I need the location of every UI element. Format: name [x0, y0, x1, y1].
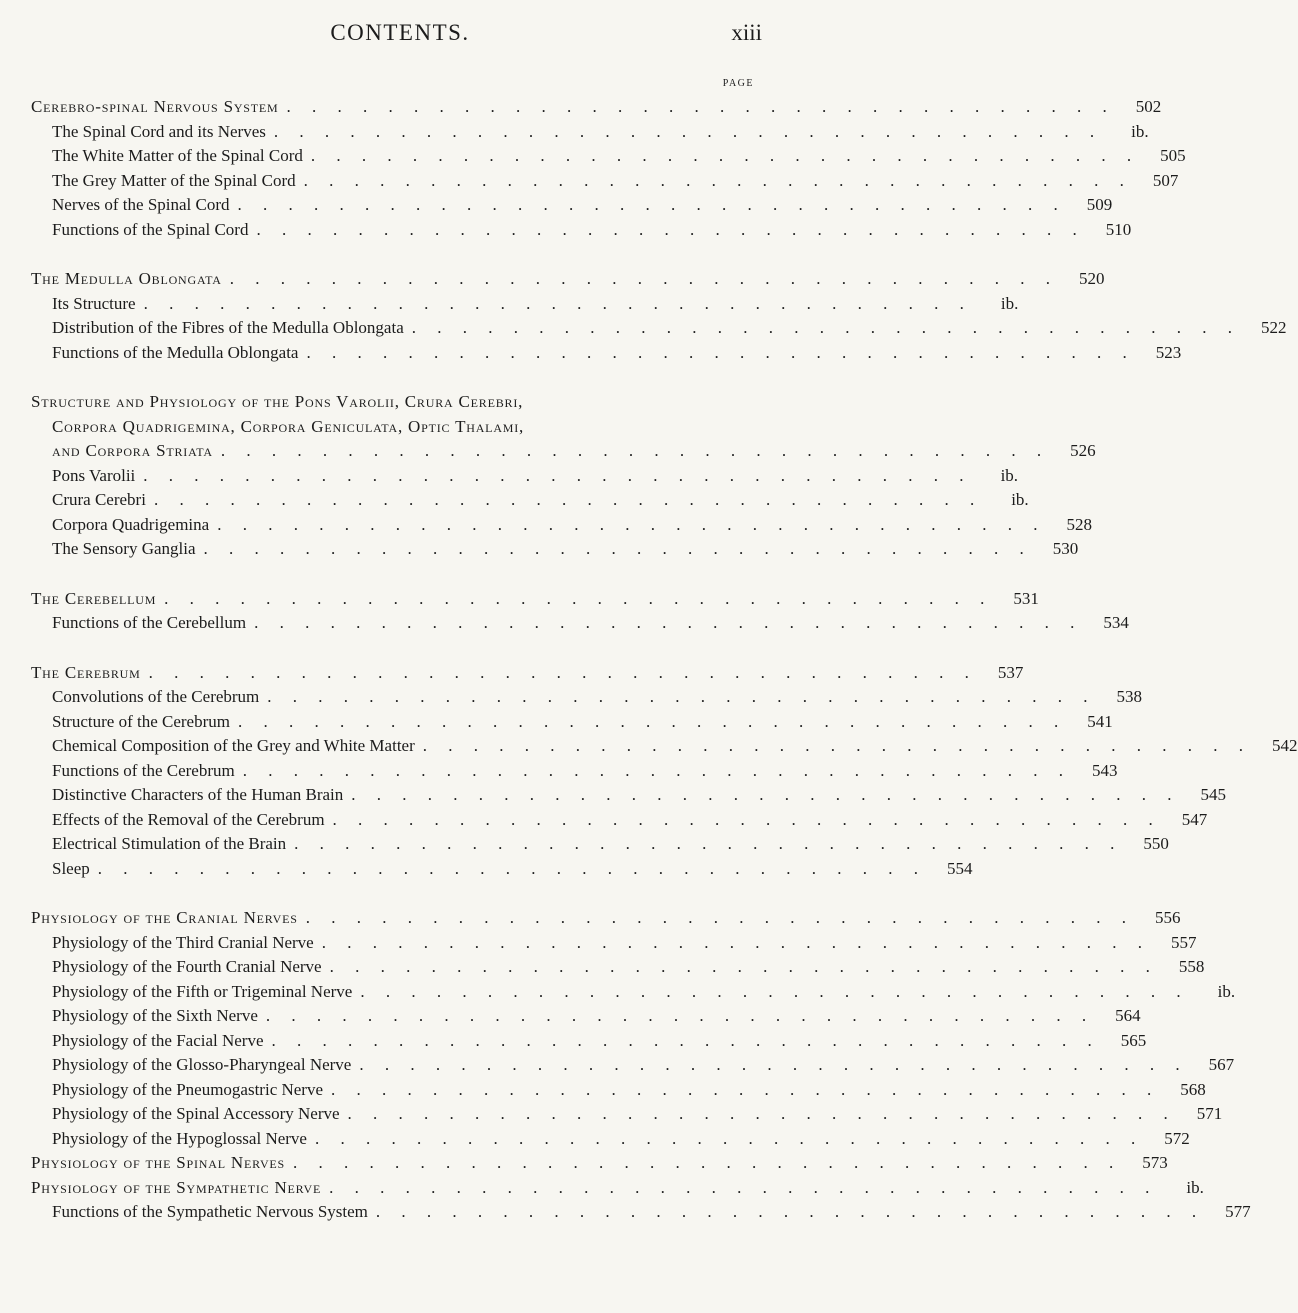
toc-page-number: 542 [1272, 736, 1298, 755]
toc-heading[interactable] [31, 661, 1024, 686]
leader-dots: . . . . . . . . . . . . . . . . . . . . . . . . . . . . . . . . . [305, 908, 1135, 927]
toc-entry[interactable] [31, 1029, 1147, 1054]
toc-page-number: 567 [1208, 1055, 1235, 1074]
leader-dots: . . . . . . . . . . . . . . . . . . . . . . . . . . . . . . . . . [267, 687, 1097, 706]
leader-dots: . . . . . . . . . . . . . . . . . . . . . . . . . . . . . . . . . [314, 1128, 1144, 1148]
toc-page-number: ib. [1217, 981, 1236, 1001]
toc-entry[interactable] [31, 734, 1298, 759]
toc-entry-title: Physiology of the Sixth Nerve [52, 1006, 258, 1025]
toc-entry[interactable] [31, 685, 1143, 710]
toc-entry-title: Distribution of the Fibres of the Medulla Oblongata [52, 318, 404, 337]
toc-page-number: 565 [1120, 1030, 1147, 1050]
toc-entry[interactable] [31, 931, 1197, 956]
toc-entry[interactable] [31, 341, 1182, 366]
leader-dots: . . . . . . . . . . . . . . . . . . . . . . . . . . . . . . . . . [321, 932, 1151, 952]
toc-entry-title: Distinctive Characters of the Human Brain [52, 785, 344, 804]
toc-page-number: 510 [1105, 219, 1132, 239]
toc-entry[interactable] [31, 955, 1205, 980]
toc-heading-line: Corpora Quadrigemina, Corpora Geniculata, Optic Thalami, [52, 416, 525, 436]
toc-entry[interactable] [31, 316, 1287, 341]
toc-entry[interactable] [31, 832, 1169, 857]
leader-dots: . . . . . . . . . . . . . . . . . . . . . . . . . . . . . . . . . [329, 1177, 1158, 1197]
toc-entry-title: The Grey Matter of the Spinal Cord [52, 170, 296, 190]
toc-page-number: 556 [1154, 908, 1181, 927]
toc-entry[interactable] [31, 1127, 1190, 1152]
toc-entry-title: The White Matter of the Spinal Cord [52, 146, 303, 165]
toc-heading-title: and Corpora Striata [52, 441, 213, 460]
toc-page-number: 502 [1135, 97, 1162, 116]
toc-page-number: ib. [1186, 1177, 1204, 1197]
toc-entry-title: Physiology of the Facial Nerve [52, 1030, 264, 1050]
toc-page-number: ib. [1000, 465, 1019, 485]
toc-entry[interactable] [31, 611, 1129, 636]
toc-page-number: 522 [1261, 318, 1287, 337]
leader-dots: . . . . . . . . . . . . . . . . . . . . . . . . . . . . . . . . . [351, 785, 1181, 804]
toc-entry-title: Electrical Stimulation of the Brain [52, 834, 287, 853]
toc-entry-title: Physiology of the Spinal Accessory Nerve [52, 1104, 340, 1123]
toc-page-number: ib. [1000, 293, 1019, 313]
leader-dots: . . . . . . . . . . . . . . . . . . . . . . . . . . . . . . . . . [294, 834, 1123, 853]
toc-entry[interactable] [31, 1004, 1141, 1029]
leader-dots: . . . . . . . . . . . . . . . . . . . . . . . . . . . . . . . . . [332, 809, 1162, 829]
toc-entry[interactable] [31, 1078, 1206, 1103]
leader-dots: . . . . . . . . . . . . . . . . . . . . . . . . . . . . . . . . . [271, 1030, 1101, 1050]
toc-entry-title: Physiology of the Glosso-Pharyngeal Nerve [52, 1055, 352, 1074]
toc-entry-title: Structure of the Cerebrum [52, 711, 230, 731]
toc-heading-title: Cerebro-spinal Nervous System [31, 97, 279, 116]
leader-dots: . . . . . . . . . . . . . . . . . . . . . . . . . . . . . . . . . [229, 269, 1059, 288]
leader-dots: . . . . . . . . . . . . . . . . . . . . . . . . . . . . . . . . . [254, 613, 1083, 632]
toc-entry[interactable] [31, 1053, 1235, 1078]
toc-entry-title: Corpora Quadrigemina [52, 514, 210, 534]
toc-entry-title: Sleep [52, 858, 90, 878]
toc-entry[interactable] [31, 193, 1113, 218]
toc-entry[interactable] [31, 857, 973, 882]
toc-entry-title: Physiology of the Fourth Cranial Nerve [52, 957, 322, 976]
toc-entry[interactable] [31, 464, 1019, 489]
leader-dots: . . . . . . . . . . . . . . . . . . . . . . . . . . . . . . . . . [242, 760, 1072, 780]
toc-heading-title: The Cerebellum [31, 588, 157, 608]
toc-entry-title: Functions of the Cerebellum [52, 613, 247, 632]
leader-dots: . . . . . . . . . . . . . . . . . . . . . . . . . . . . . . . . . [256, 219, 1086, 239]
toc-page-number: ib. [1011, 490, 1029, 509]
leader-dots: . . . . . . . . . . . . . . . . . . . . . . . . . . . . . . . . . [237, 195, 1067, 214]
leader-dots: . . . . . . . . . . . . . . . . . . . . . . . . . . . . . . . . . [153, 490, 983, 509]
running-title: CONTENTS. [330, 20, 470, 45]
toc-entry-title: Functions of the Medulla Oblongata [52, 342, 299, 362]
toc-page-number: 572 [1164, 1128, 1190, 1148]
toc-heading[interactable] [31, 1151, 1168, 1176]
leader-dots: . . . . . . . . . . . . . . . . . . . . . . . . . . . . . . . . . [97, 858, 927, 878]
toc-page-number: 547 [1181, 809, 1208, 829]
toc-page-number: 526 [1070, 441, 1096, 460]
leader-dots: . . . . . . . . . . . . . . . . . . . . . . . . . . . . . . . . . [273, 121, 1103, 141]
toc-entry[interactable] [31, 1200, 1251, 1225]
toc-page-number: 568 [1180, 1079, 1206, 1099]
toc-page-number: 523 [1155, 342, 1182, 362]
leader-dots: . . . . . . . . . . . . . . . . . . . . . . . . . . . . . . . . . [306, 342, 1136, 362]
toc-page-number: 530 [1052, 539, 1079, 558]
leader-dots: . . . . . . . . . . . . . . . . . . . . . . . . . . . . . . . . . [347, 1104, 1177, 1123]
toc-entry[interactable] [31, 783, 1227, 808]
table-of-contents [31, 95, 1298, 1250]
toc-entry[interactable] [31, 292, 1019, 317]
toc-page-number: 550 [1143, 834, 1169, 853]
toc-page-number: 573 [1142, 1153, 1168, 1172]
toc-page-number: 534 [1103, 613, 1129, 632]
toc-entry-title: Nerves of the Spinal Cord [52, 195, 230, 214]
toc-entry-title: Physiology of the Fifth or Trigeminal Nerve [52, 981, 353, 1001]
toc-entry-title: Crura Cerebri [52, 490, 146, 509]
toc-entry[interactable] [31, 144, 1186, 169]
toc-page-number: 558 [1178, 957, 1205, 976]
leader-dots: . . . . . . . . . . . . . . . . . . . . . . . . . . . . . . . . . [265, 1006, 1095, 1025]
toc-heading[interactable] [31, 1176, 1204, 1201]
toc-page-number: 545 [1200, 785, 1227, 804]
toc-entry-title: Functions of the Cerebrum [52, 760, 235, 780]
toc-section [31, 906, 1251, 1225]
leader-dots: . . . . . . . . . . . . . . . . . . . . . . . . . . . . . . . . . [329, 957, 1159, 976]
toc-entry[interactable] [31, 1102, 1223, 1127]
toc-page-number: 528 [1066, 514, 1092, 534]
leader-dots: . . . . . . . . . . . . . . . . . . . . . . . . . . . . . . . . . [375, 1202, 1205, 1221]
toc-heading[interactable] [31, 439, 1096, 464]
page-number: xiii [731, 20, 762, 45]
leader-dots: . . . . . . . . . . . . . . . . . . . . . . . . . . . . . . . . . [293, 1153, 1122, 1172]
toc-entry-title: Functions of the Spinal Cord [52, 219, 249, 239]
toc-heading-title: The Medulla Oblongata [31, 269, 222, 288]
toc-page-number: 577 [1225, 1202, 1251, 1221]
toc-heading-title: The Cerebrum [31, 662, 141, 682]
toc-entry-title: Effects of the Removal of the Cerebrum [52, 809, 325, 829]
toc-page-number: 543 [1091, 760, 1118, 780]
leader-dots: . . . . . . . . . . . . . . . . . . . . . . . . . . . . . . . . . [422, 736, 1252, 755]
toc-page-number: 505 [1160, 146, 1186, 165]
toc-section [31, 587, 1129, 636]
leader-dots: . . . . . . . . . . . . . . . . . . . . . . . . . . . . . . . . . [331, 1079, 1160, 1099]
leader-dots: . . . . . . . . . . . . . . . . . . . . . . . . . . . . . . . . . [220, 441, 1050, 460]
toc-entry[interactable] [31, 120, 1149, 145]
toc-section [31, 95, 1186, 242]
toc-section [31, 661, 1298, 882]
leader-dots: . . . . . . . . . . . . . . . . . . . . . . . . . . . . . . . . . [359, 1055, 1189, 1074]
toc-heading-title: Physiology of the Sympathetic Nerve [31, 1177, 322, 1197]
toc-page-number: 531 [1013, 588, 1039, 608]
toc-page-number: 537 [997, 662, 1024, 682]
leader-dots: . . . . . . . . . . . . . . . . . . . . . . . . . . . . . . . . . [310, 146, 1140, 165]
toc-page-number: 507 [1152, 170, 1179, 190]
leader-dots: . . . . . . . . . . . . . . . . . . . . . . . . . . . . . . . . . [148, 662, 978, 682]
toc-entry-title: Pons Varolii [52, 465, 136, 485]
toc-entry[interactable] [31, 513, 1092, 538]
toc-page-number: 554 [947, 858, 973, 878]
toc-entry[interactable] [31, 537, 1079, 562]
leader-dots: . . . . . . . . . . . . . . . . . . . . . . . . . . . . . . . . . [217, 514, 1046, 534]
toc-entry-title: Physiology of the Pneumogastric Nerve [52, 1079, 324, 1099]
toc-heading[interactable] [31, 906, 1181, 931]
leader-dots: . . . . . . . . . . . . . . . . . . . . . . . . . . . . . . . . . [203, 539, 1033, 558]
toc-page-number: 571 [1196, 1104, 1223, 1123]
toc-entry[interactable] [31, 488, 1029, 513]
toc-section [31, 267, 1287, 365]
toc-entry[interactable] [31, 759, 1118, 784]
page-header [0, 20, 800, 60]
leader-dots: . . . . . . . . . . . . . . . . . . . . . . . . . . . . . . . . . [360, 981, 1190, 1001]
toc-entry-title: Convolutions of the Cerebrum [52, 687, 260, 706]
toc-entry-title: Physiology of the Third Cranial Nerve [52, 932, 314, 952]
leader-dots: . . . . . . . . . . . . . . . . . . . . . . . . . . . . . . . . . [164, 588, 993, 608]
toc-heading-title: Physiology of the Spinal Nerves [31, 1153, 286, 1172]
toc-page-number: 564 [1115, 1006, 1141, 1025]
leader-dots: . . . . . . . . . . . . . . . . . . . . . . . . . . . . . . . . . [303, 170, 1133, 190]
toc-entry[interactable] [31, 710, 1113, 735]
leader-dots: . . . . . . . . . . . . . . . . . . . . . . . . . . . . . . . . . [143, 293, 973, 313]
toc-page-number: 557 [1170, 932, 1197, 952]
toc-page-number: 509 [1086, 195, 1113, 214]
toc-page-number: 541 [1087, 711, 1113, 731]
toc-entry-title: Functions of the Sympathetic Nervous System [52, 1202, 368, 1221]
toc-heading-title: Physiology of the Cranial Nerves [31, 908, 298, 927]
toc-entry-title: The Spinal Cord and its Nerves [52, 121, 266, 141]
toc-page-number: 520 [1079, 269, 1105, 288]
toc-entry-title: Its Structure [52, 293, 136, 313]
toc-entry[interactable] [31, 808, 1208, 833]
toc-section [31, 390, 1096, 562]
leader-dots: . . . . . . . . . . . . . . . . . . . . . . . . . . . . . . . . . [286, 97, 1116, 116]
toc-page-number: 538 [1116, 687, 1143, 706]
page-column-label: PAGE [722, 78, 754, 89]
toc-heading-line: Structure and Physiology of the Pons Varolii, Crura Cerebri, [31, 392, 524, 411]
toc-entry-title: The Sensory Ganglia [52, 539, 196, 558]
toc-heading[interactable] [31, 95, 1162, 120]
toc-entry-title: Physiology of the Hypoglossal Nerve [52, 1128, 307, 1148]
toc-entry[interactable] [31, 218, 1132, 243]
toc-entry-title: Chemical Composition of the Grey and White Matter [52, 736, 415, 755]
leader-dots: . . . . . . . . . . . . . . . . . . . . . . . . . . . . . . . . . [411, 318, 1241, 337]
toc-heading[interactable] [31, 587, 1039, 612]
toc-entry[interactable] [31, 169, 1179, 194]
toc-page-number: ib. [1131, 121, 1149, 141]
leader-dots: . . . . . . . . . . . . . . . . . . . . . . . . . . . . . . . . . [143, 465, 973, 485]
toc-heading[interactable] [31, 267, 1105, 292]
toc-entry[interactable] [31, 980, 1236, 1005]
leader-dots: . . . . . . . . . . . . . . . . . . . . . . . . . . . . . . . . . [237, 711, 1067, 731]
